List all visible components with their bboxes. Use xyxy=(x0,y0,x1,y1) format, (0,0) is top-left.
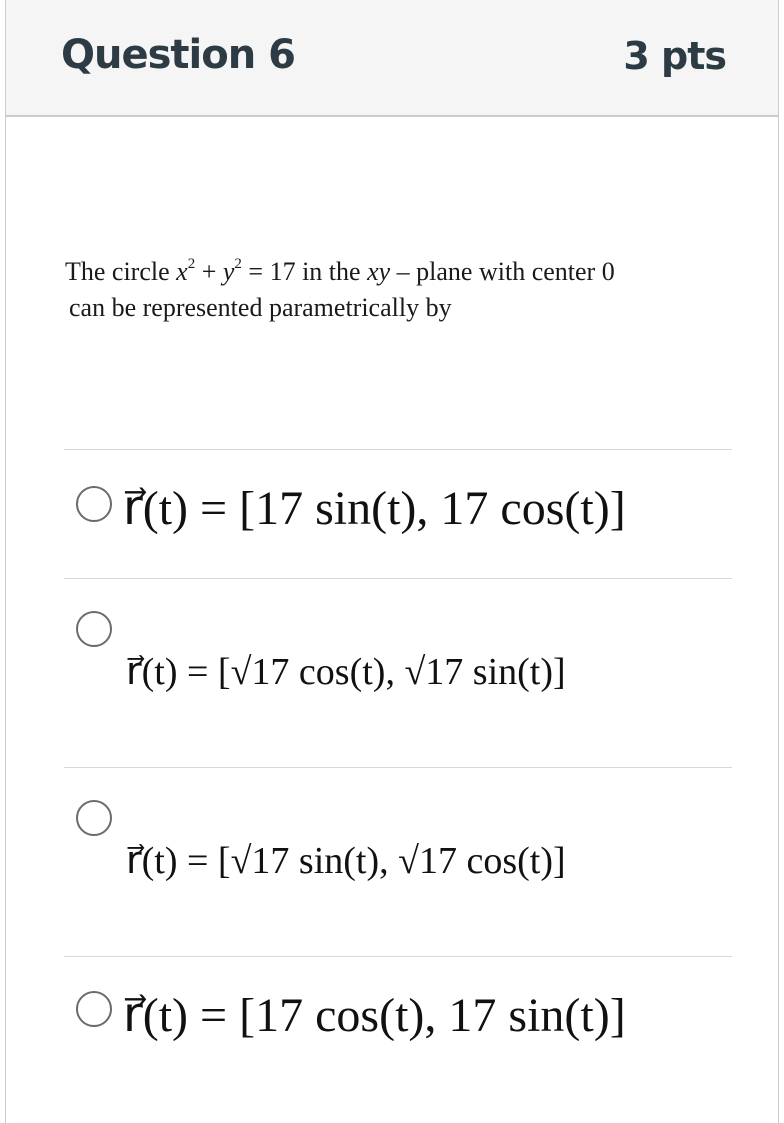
prompt-exponent-y: 2 xyxy=(234,256,242,272)
radio-button[interactable] xyxy=(76,991,112,1027)
prompt-var-xy: xy xyxy=(367,257,391,286)
answer-label: r⃗(t) = [√17 sin(t), √17 cos(t)] xyxy=(126,840,566,882)
answer-label: r⃗(t) = [17 sin(t), 17 cos(t)] xyxy=(123,482,626,535)
answer-option-3[interactable] xyxy=(6,768,778,956)
radio-button[interactable] xyxy=(76,800,112,836)
prompt-exponent-x: 2 xyxy=(187,256,196,272)
prompt-equals: = 17 in the xyxy=(241,257,368,286)
answer-option-2[interactable] xyxy=(6,579,778,767)
prompt-var-x: x xyxy=(176,257,188,286)
prompt-var-y: y xyxy=(222,257,235,286)
question-points: 3 pts xyxy=(623,34,726,78)
prompt-plus: + xyxy=(195,257,223,286)
question-title: Question 6 xyxy=(61,32,295,78)
question-card xyxy=(5,0,779,1123)
answer-option-1[interactable] xyxy=(6,450,778,578)
answer-option-4[interactable] xyxy=(6,957,778,1087)
prompt-text-end: – plane with center 0 xyxy=(390,257,615,286)
radio-button[interactable] xyxy=(76,611,112,647)
answer-label: r⃗(t) = [√17 cos(t), √17 sin(t)] xyxy=(126,651,566,693)
radio-button[interactable] xyxy=(76,486,112,522)
prompt-text: The circle xyxy=(65,257,177,286)
answer-label: r⃗(t) = [17 cos(t), 17 sin(t)] xyxy=(123,989,626,1042)
question-header xyxy=(6,0,778,117)
prompt-line-2: can be represented parametrically by xyxy=(69,293,452,322)
question-prompt xyxy=(65,254,755,326)
